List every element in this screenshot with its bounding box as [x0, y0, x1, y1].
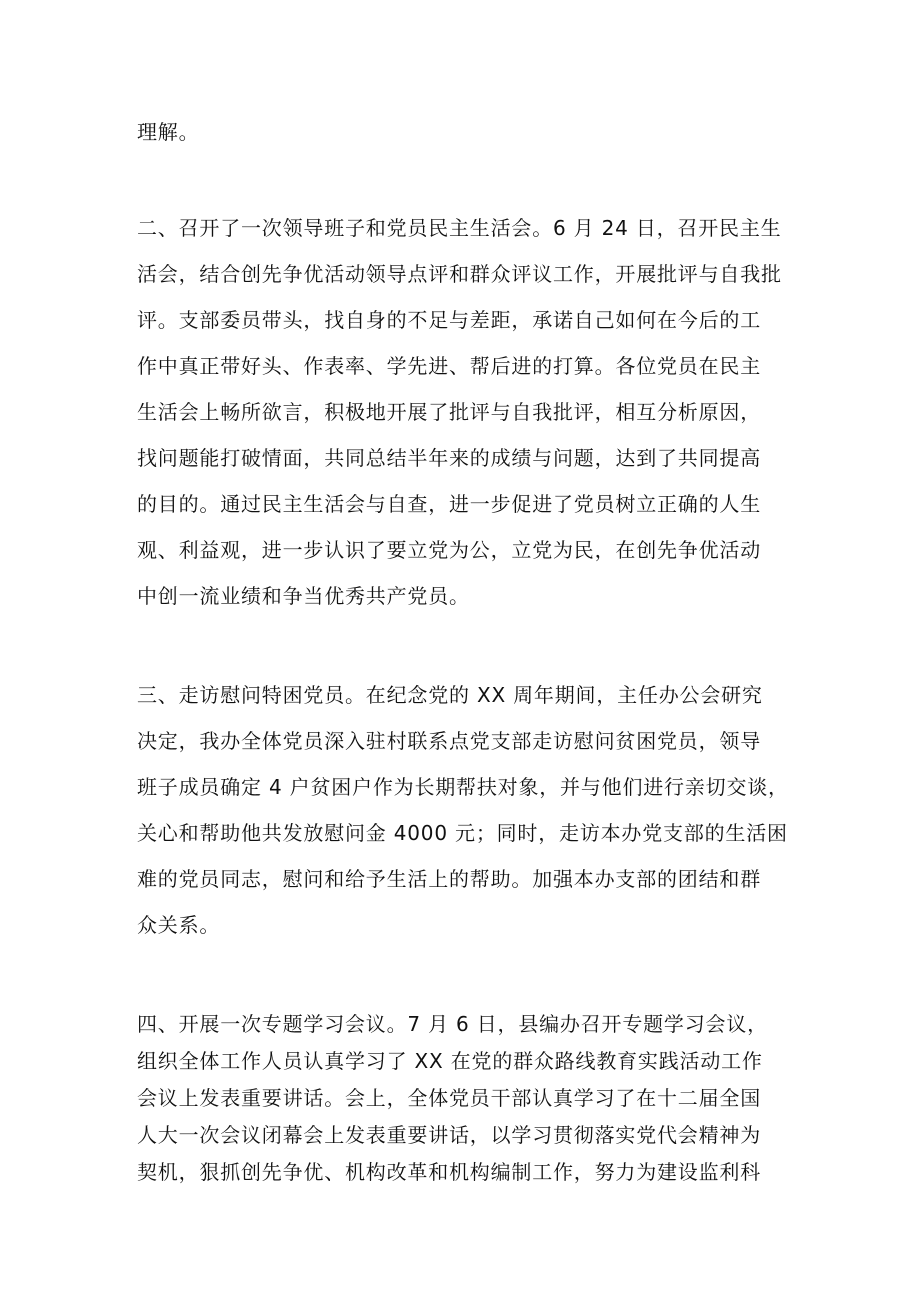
paragraph-2-line: 观、利益观，进一步认识了要立党为公，立党为民，在创先争优活动: [137, 538, 761, 562]
paragraph-2-line: 二、召开了一次领导班子和党员民主生活会。6 月 24 日，召开民主生: [137, 216, 782, 240]
paragraph-2-line: 找问题能打破情面，共同总结半年来的成绩与问题，达到了共同提高: [137, 446, 761, 470]
paragraph-4-line: 会议上发表重要讲话。会上，全体党员干部认真学习了在十二届全国: [137, 1086, 761, 1110]
paragraph-2-line: 中创一流业绩和争当优秀共产党员。: [137, 584, 470, 608]
paragraph-4-line: 四、开展一次专题学习会议。7 月 6 日，县编办召开专题学习会议，: [137, 1012, 768, 1036]
paragraph-3-line: 关心和帮助他共发放慰问金 4000 元；同时，走访本办党支部的生活困: [137, 821, 788, 845]
paragraph-3-line: 众关系。: [137, 913, 221, 937]
paragraph-3-line: 班子成员确定 4 户贫困户作为长期帮扶对象，并与他们进行亲切交谈，: [137, 775, 789, 799]
paragraph-4-line: 契机，狠抓创先争优、机构改革和机构编制工作，努力为建设监利科: [137, 1160, 761, 1184]
paragraph-1-line: 理解。: [137, 120, 200, 144]
paragraph-2-line: 作中真正带好头、作表率、学先进、帮后进的打算。各位党员在民主: [137, 354, 761, 378]
paragraph-3-line: 决定，我办全体党员深入驻村联系点党支部走访慰问贫困党员，领导: [137, 729, 761, 753]
paragraph-2-line: 生活会上畅所欲言，积极地开展了批评与自我批评，相互分析原因，: [137, 400, 761, 424]
paragraph-3-line: 难的党员同志，慰问和给予生活上的帮助。加强本办支部的团结和群: [137, 867, 761, 891]
paragraph-4-line: 人大一次会议闭幕会上发表重要讲话，以学习贯彻落实党代会精神为: [137, 1123, 761, 1147]
paragraph-2-line: 的目的。通过民主生活会与自查，进一步促进了党员树立正确的人生: [137, 492, 761, 516]
paragraph-4-line: 组织全体工作人员认真学习了 XX 在党的群众路线教育实践活动工作: [137, 1049, 763, 1073]
paragraph-2-line: 评。支部委员带头，找自身的不足与差距，承诺自己如何在今后的工: [137, 308, 761, 332]
paragraph-2-line: 活会，结合创先争优活动领导点评和群众评议工作，开展批评与自我批: [137, 262, 782, 286]
paragraph-3-line: 三、走访慰问特困党员。在纪念党的 XX 周年期间，主任办公会研究: [137, 683, 763, 707]
